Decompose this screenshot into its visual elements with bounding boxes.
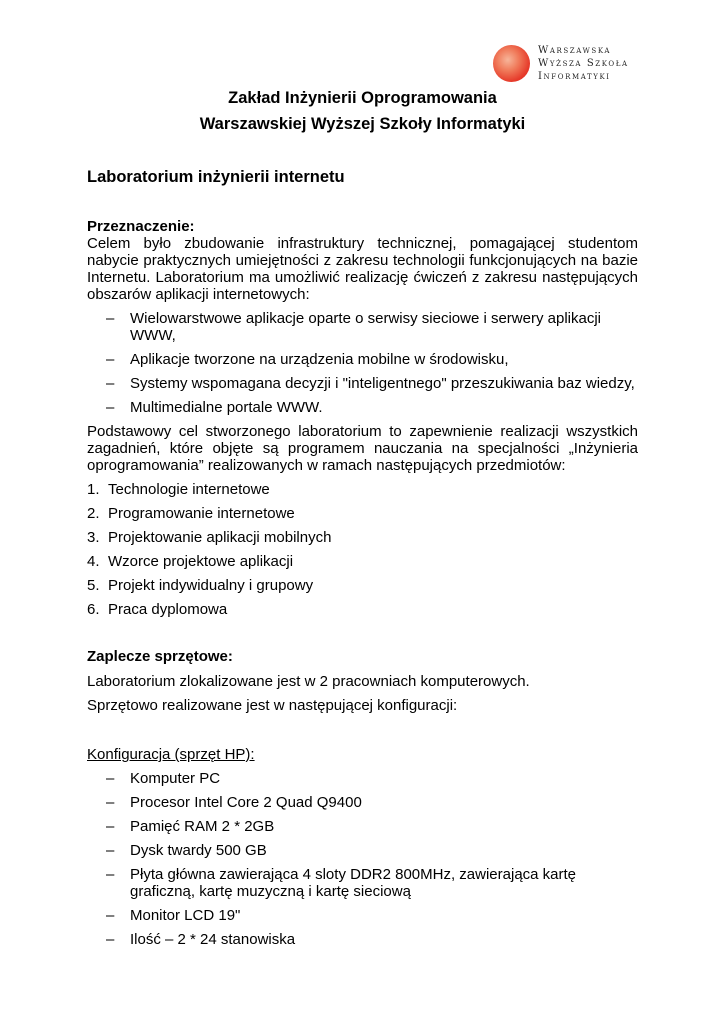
purpose-intro: Celem było zbudowanie infrastruktury technicznej, pomagającej studentom nabycie praktycznych umiejętności z zakresu technologii funkcjonujących na bazie Internetu. Laboratorium ma umożliwić realizację ćwiczeń z zakresu następujących obszarów aplikacji internetowych: <box>87 235 638 303</box>
purpose-goal: Podstawowy cel stworzonego laboratorium to zapewnienie realizacji wszystkich zagadnień, które objęte są programem nauczania na specjalności „Inżynieria oprogramowania” realizowanych w ramach następujących przedmiotów: <box>87 423 638 474</box>
list-item: – Multimedialne portale WWW. <box>106 399 323 416</box>
hardware-line-2: Sprzętowo realizowane jest w następującej konfiguracji: <box>87 697 458 714</box>
numbered-item: 2. Programowanie internetowe <box>87 505 295 522</box>
list-item: – Pamięć RAM 2 * 2GB <box>106 818 275 835</box>
list-item: – Monitor LCD 19" <box>106 907 241 924</box>
title-line-2: Warszawskiej Wyższej Szkoły Informatyki <box>199 115 526 133</box>
document-body <box>87 0 638 968</box>
hardware-label: Zaplecze sprzętowe: <box>87 648 233 665</box>
logo-line: Informatyki <box>538 71 611 82</box>
config-label: Konfiguracja (sprzęt HP): <box>87 746 255 763</box>
hardware-line-1: Laboratorium zlokalizowane jest w 2 pracowniach komputerowych. <box>87 673 530 690</box>
purpose-label: Przeznaczenie: <box>87 218 195 235</box>
numbered-item: 5. Projekt indywidualny i grupowy <box>87 577 314 594</box>
logo-line: Wyższa Szkoła <box>538 58 629 69</box>
numbered-item: 3. Projektowanie aplikacji mobilnych <box>87 529 332 546</box>
title-line-1: Zakład Inżynierii Oprogramowania <box>228 89 497 107</box>
numbered-item: 4. Wzorce projektowe aplikacji <box>87 553 294 570</box>
list-item: – Dysk twardy 500 GB <box>106 842 267 859</box>
list-item: – Wielowarstwowe aplikacje oparte o serwisy sieciowe i serwery aplikacji WWW, <box>106 310 601 344</box>
numbered-item: 1. Technologie internetowe <box>87 481 270 498</box>
section-heading: Laboratorium inżynierii internetu <box>87 168 345 186</box>
list-item: – Komputer PC <box>106 770 221 787</box>
logo-line: Warszawska <box>538 45 612 56</box>
list-item: – Systemy wspomagana decyzji i "inteligentnego" przeszukiwania baz wiedzy, <box>106 375 635 392</box>
list-item: – Aplikacje tworzone na urządzenia mobilne w środowisku, <box>106 351 509 368</box>
list-item: – Ilość – 2 * 24 stanowiska <box>106 931 296 948</box>
numbered-item: 6. Praca dyplomowa <box>87 601 228 618</box>
list-item: – Płyta główna zawierająca 4 sloty DDR2 800MHz, zawierająca kartę graficzną, kartę muzyczną i kartę sieciową <box>106 866 577 900</box>
list-item: – Procesor Intel Core 2 Quad Q9400 <box>106 794 362 811</box>
